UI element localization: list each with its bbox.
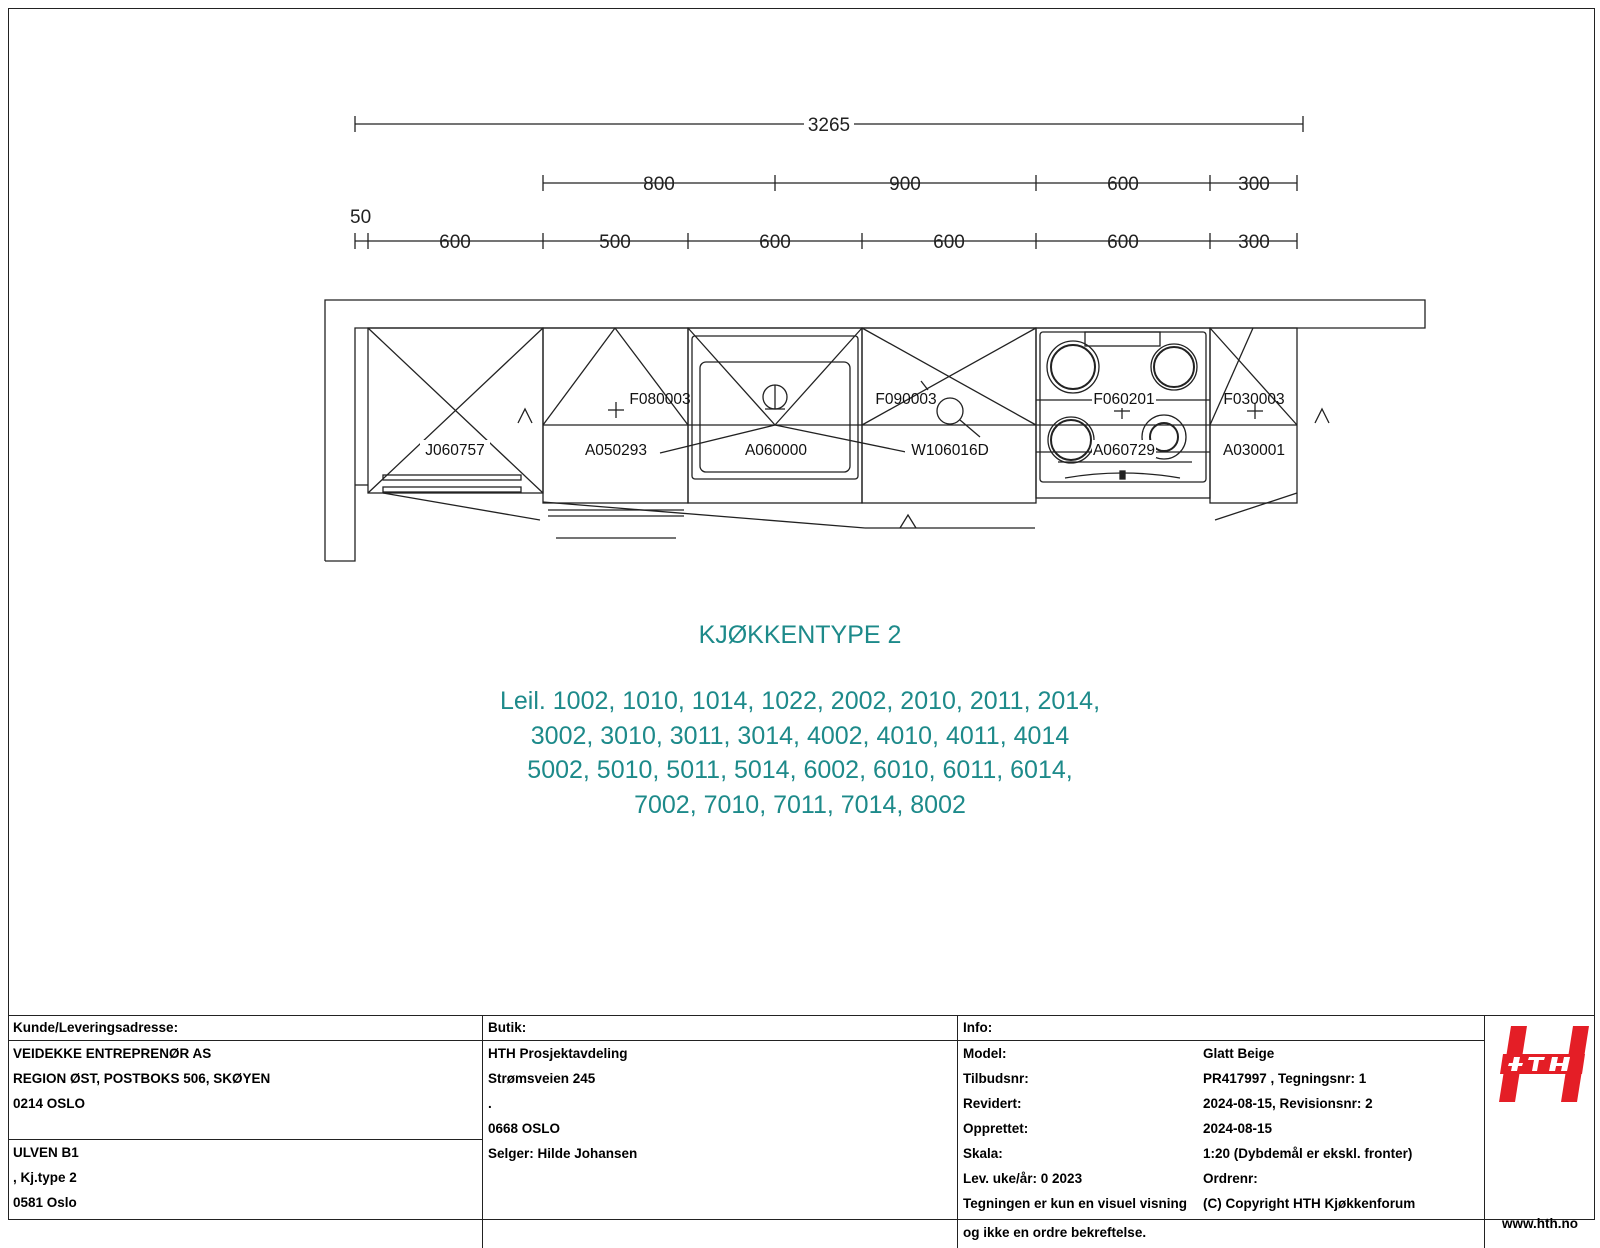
kitchen-type-block <box>0 620 1600 822</box>
dim-lower-6: 300 <box>1238 232 1270 253</box>
dim-upper-2: 900 <box>889 174 921 195</box>
label-a030001: A030001 <box>1222 442 1286 459</box>
cabinet-a050293 <box>543 328 691 538</box>
label-f080003: F080003 <box>629 391 691 408</box>
apartment-line: 7002, 7010, 7011, 7014, 8002 <box>634 790 966 819</box>
info-header: Info: <box>958 1016 1484 1041</box>
store-line: 0668 OSLO <box>488 1121 561 1136</box>
dim-lower-3: 600 <box>759 232 791 253</box>
store-line: Strømsveien 245 <box>488 1071 596 1086</box>
store-header: Butik: <box>483 1016 957 1041</box>
dim-upper-3: 600 <box>1107 174 1139 195</box>
dim-upper-1: 800 <box>643 174 675 195</box>
salesperson-line: Selger: Hilde Johansen <box>488 1146 638 1161</box>
customer-header: Kunde/Leveringsadresse: <box>8 1016 482 1041</box>
project-line: ULVEN B1 <box>8 1139 482 1165</box>
project-line: 0581 Oslo <box>13 1195 77 1210</box>
store-line: HTH Prosjektavdeling <box>488 1046 628 1061</box>
info-row-offer: Tilbudsnr: PR417997 , Tegningsnr: 1 <box>963 1071 1367 1086</box>
info-row-revised: Revidert: 2024-08-15, Revisionsnr: 2 <box>963 1096 1373 1111</box>
dim-lower-4: 600 <box>933 232 965 253</box>
apartment-line: Leil. 1002, 1010, 1014, 1022, 2002, 2010, 2011, 2014, <box>499 687 1101 715</box>
cabinet-a060729-cooktop <box>1036 328 1210 498</box>
info-row-created: Opprettet: 2024-08-15 <box>963 1121 1273 1136</box>
info-column <box>958 1016 1485 1248</box>
label-f030003: F030003 <box>1223 391 1285 408</box>
project-line: , Kj.type 2 <box>13 1170 77 1185</box>
cabinet-j060757 <box>355 328 543 520</box>
marker-right <box>1315 409 1329 423</box>
label-f060201: F060201 <box>1093 391 1155 408</box>
marker-left <box>518 409 532 423</box>
customer-line: REGION ØST, POSTBOKS 506, SKØYEN <box>13 1071 271 1086</box>
dim-lower-5: 600 <box>1107 232 1139 253</box>
info-row-model: Model: Glatt Beige <box>963 1046 1275 1061</box>
customer-line: 0214 OSLO <box>13 1096 86 1111</box>
website-label: www.hth.no <box>1502 1216 1578 1231</box>
info-row-disclaimer-2: og ikke en ordre bekreftelse. <box>963 1225 1147 1240</box>
hth-logo <box>1497 1024 1593 1104</box>
info-row-disclaimer: Tegningen er kun en visuel visning (C) Copyright HTH Kjøkkenforum <box>963 1196 1416 1211</box>
cabinet-w106016d <box>543 328 1036 528</box>
apartment-line: 5002, 5010, 5011, 5014, 6002, 6010, 6011, 6014, <box>527 756 1073 784</box>
label-f090003: F090003 <box>875 391 937 408</box>
worktop-outline <box>325 300 1425 561</box>
dim-offset: 50 <box>350 207 372 228</box>
title-block-table <box>8 1015 1595 1247</box>
cabinet-a030001 <box>1210 328 1297 520</box>
label-a060000: A060000 <box>744 442 808 459</box>
brand-column <box>1485 1016 1595 1248</box>
dim-total-label: 3265 <box>807 115 851 136</box>
kitchen-type-title: KJØKKENTYPE 2 <box>698 621 902 649</box>
label-a060729: A060729 <box>1092 442 1156 459</box>
customer-column <box>8 1016 483 1248</box>
cabinet-a060000-sink <box>660 328 862 503</box>
store-column <box>483 1016 958 1248</box>
info-row-scale: Skala: 1:20 (Dybdemål er ekskl. fronter) <box>963 1146 1413 1161</box>
label-w106016d: W106016D <box>911 442 989 459</box>
dimension-row-lower <box>355 233 1297 249</box>
customer-line: VEIDEKKE ENTREPRENØR AS <box>13 1046 212 1061</box>
label-j060757: J060757 <box>425 442 485 459</box>
dim-upper-4: 300 <box>1238 174 1270 195</box>
dim-lower-2: 500 <box>599 232 631 253</box>
info-row-delivery: Lev. uke/år: 0 2023 Ordrenr: <box>963 1171 1258 1186</box>
apartment-line: 3002, 3010, 3011, 3014, 4002, 4010, 4011, 4014 <box>530 721 1070 750</box>
store-line: . <box>488 1096 492 1111</box>
label-a050293: A050293 <box>584 442 648 459</box>
dim-lower-1: 600 <box>439 232 471 253</box>
apartment-list <box>0 684 1600 822</box>
